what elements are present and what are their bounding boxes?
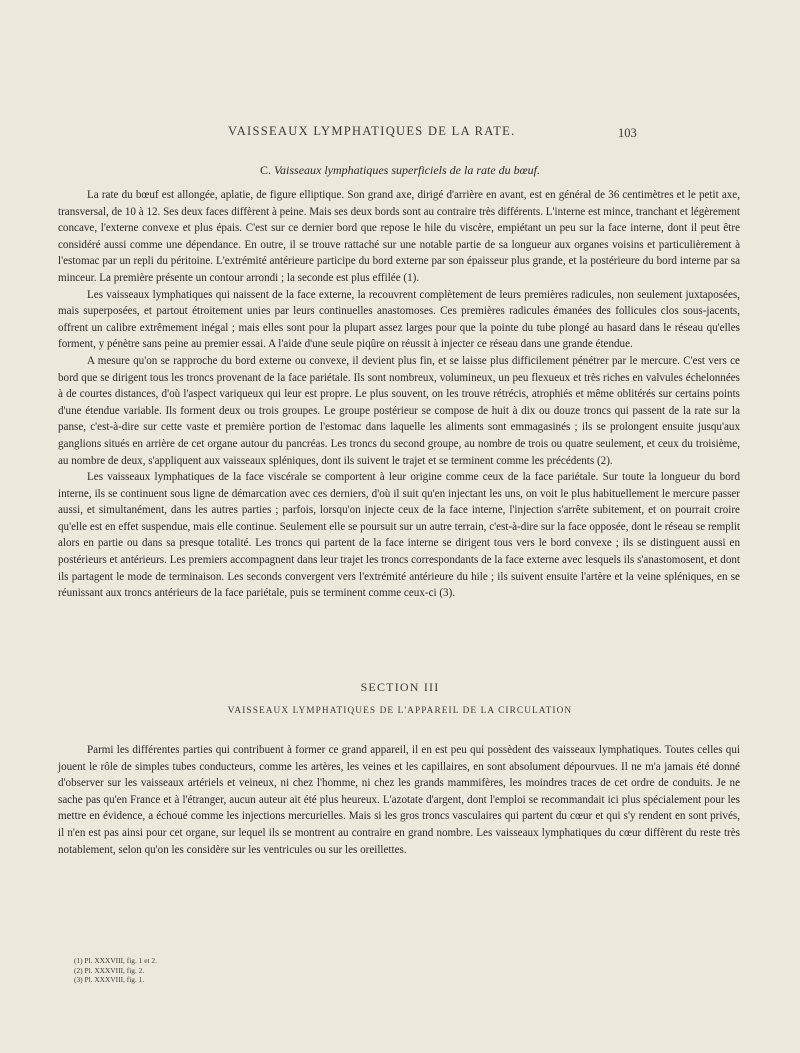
running-title: VAISSEAUX LYMPHATIQUES DE LA RATE.	[228, 124, 516, 138]
paragraph: A mesure qu'on se rapproche du bord externe ou convexe, il devient plus fin, et se laisse plus difficilement pénétrer par le mercure. C'est vers ce bord que se dirigent tous les troncs provenant de la face pariétale. Ils sont nombreux, volumineux, un peu flexueux et très riches en valvules échelonnées à de courtes distances, d'où l'aspect variqueux qui leur est propre. Le plus souvent, on les trouve rétrécis, atrophiés et même oblitérés sur certains points d'une étendue variable. Ils forment deux ou trois groupes. Le groupe postérieur se compose de huit à dix ou douze troncs qui passent de la rate sur la panse, c'est-à-dire sur cette vaste et première portion de l'estomac dans laquelle les aliments sont emmagasinés ; ils se prolongent ensuite jusqu'aux ganglions situés en arrière de cet organe autour du pancréas. Les troncs du second groupe, au nombre de trois ou quatre seulement, et ceux du troisième, au nombre de deux, s'appliquent aux vaisseaux spléniques, dont ils suivent le trajet et se terminent comme les précédents (2).	[58, 354, 740, 467]
footnotes	[74, 956, 157, 985]
paragraph: Parmi les différentes parties qui contribuent à former ce grand appareil, il en est peu qui possèdent des vaisseaux lymphatiques. Toutes celles qui jouent le rôle de simples tubes conducteurs, comme les artères, les veines et les capillaires, en sont absolument dépourvues. Il ne m'a jamais été donné d'observer sur les vaisseaux artériels et veineux, ni chez l'homme, ni chez les grands mammifères, les moindres traces de cet ordre de conduits. Je ne sache pas qu'en France et à l'étranger, aucun auteur ait été plus heureux. L'azotate d'argent, dont l'emploi se recommandait ici plus spécialement pour les mettre en évidence, a échoué comme les injections mercurielles. Mais si les gros troncs vasculaires qui partent du cœur et qui s'y rendent en sont privés, il n'en est pas ainsi pour cet organe, sur lequel ils se montrent au contraire en grand nombre. Les vaisseaux lymphatiques du cœur diffèrent du reste très notablement, selon qu'on les considère sur les ventricules ou sur les oreillettes.	[58, 744, 740, 856]
footnote: (1) Pl. XXXVIII, fig. 1 et 2.	[74, 956, 157, 965]
section-heading: SECTION III	[360, 680, 440, 694]
paragraph: La rate du bœuf est allongée, aplatie, de figure elliptique. Son grand axe, dirigé d'arrière en avant, est en général de 36 centimètres et le petit axe, transversal, de 10 à 12. Ses deux faces diffèrent à peine. Mais ses deux bords sont au contraire très différents. L'interne est mince, tranchant et légèrement concave, l'externe convexe et plus épais. C'est sur ce dernier bord que repose le hile du viscère, empiétant un peu sur la face interne, dont il peut être considéré aussi comme une dépendance. En outre, il se trouve rattaché sur une notable partie de sa longueur aux organes voisins et particulièrement à l'estomac par un repli du péritoine. L'extrémité antérieure participe du bord externe par son épaisseur plus grande, et la postérieure du bord interne par sa minceur. La première présente un contour arrondi ; la seconde est plus effilée (1).	[58, 189, 740, 284]
subsection-letter: C.	[260, 163, 272, 177]
footnote: (3) Pl. XXXVIII, fig. 1.	[74, 975, 145, 985]
paragraph: Les vaisseaux lymphatiques qui naissent de la face externe, la recouvrent complètement de leurs premières radicules, non seulement juxtaposées, mais superposées, et partout étroitement unies par leurs continuelles anastomoses. Ces premières radicules émanées des follicules clos sous-jacents, offrent un calibre extrêmement inégal ; mais elles sont pour la plupart assez larges pour que la pointe du tube plongé au hasard dans le réseau qu'elles forment, y pénètre sans peine au premier essai. A l'aide d'une seule piqûre on réussit à injecter ce réseau dans une grande étendue.	[58, 288, 740, 351]
section-body-text	[58, 742, 740, 858]
section-subtitle: VAISSEAUX LYMPHATIQUES DE L'APPAREIL DE LA CIRCULATION	[227, 706, 573, 716]
subsection-title	[200, 163, 600, 178]
body-text	[58, 187, 740, 602]
page-number: 103	[618, 126, 637, 140]
footnote: (2) Pl. XXXVIII, fig. 2.	[74, 965, 145, 975]
paragraph: Les vaisseaux lymphatiques de la face viscérale se comportent à leur origine comme ceux de la face pariétale. Sur toute la longueur du bord interne, ils se continuent sous ligne de démarcation avec ces derniers, d'où il suit qu'en injectant les uns, on voit le plus habituellement le mercure passer aussi, et simultanément, dans les autres parties ; parfois, lorsqu'on injecte ceux de la face interne, l'injection s'arrête subitement, et on pourrait croire qu'elle est en effet suspendue, mais elle continue. Seulement elle se poursuit sur un autre terrain, c'est-à-dire sur la face opposée, dont le réseau se remplit alors en partie ou dans sa presque totalité. Les troncs qui partent de la face interne se dirigent tous vers le bord convexe ; ils se distinguent aussi en postérieurs et antérieurs. Les premiers accompagnent dans leur trajet les troncs correspondants de la face externe avec lesquels ils s'anastomosent, et dont ils partagent le mode de terminaison. Les seconds convergent vers l'extrémité antérieure du hile ; ils suivent ensuite l'artère et la veine spléniques, en se réunissant aux troncs antérieurs de la face pariétale, puis se terminent comme ceux-ci (3).	[58, 471, 740, 600]
subsection-title-text: Vaisseaux lymphatiques superficiels de la rate du bœuf.	[274, 163, 540, 177]
